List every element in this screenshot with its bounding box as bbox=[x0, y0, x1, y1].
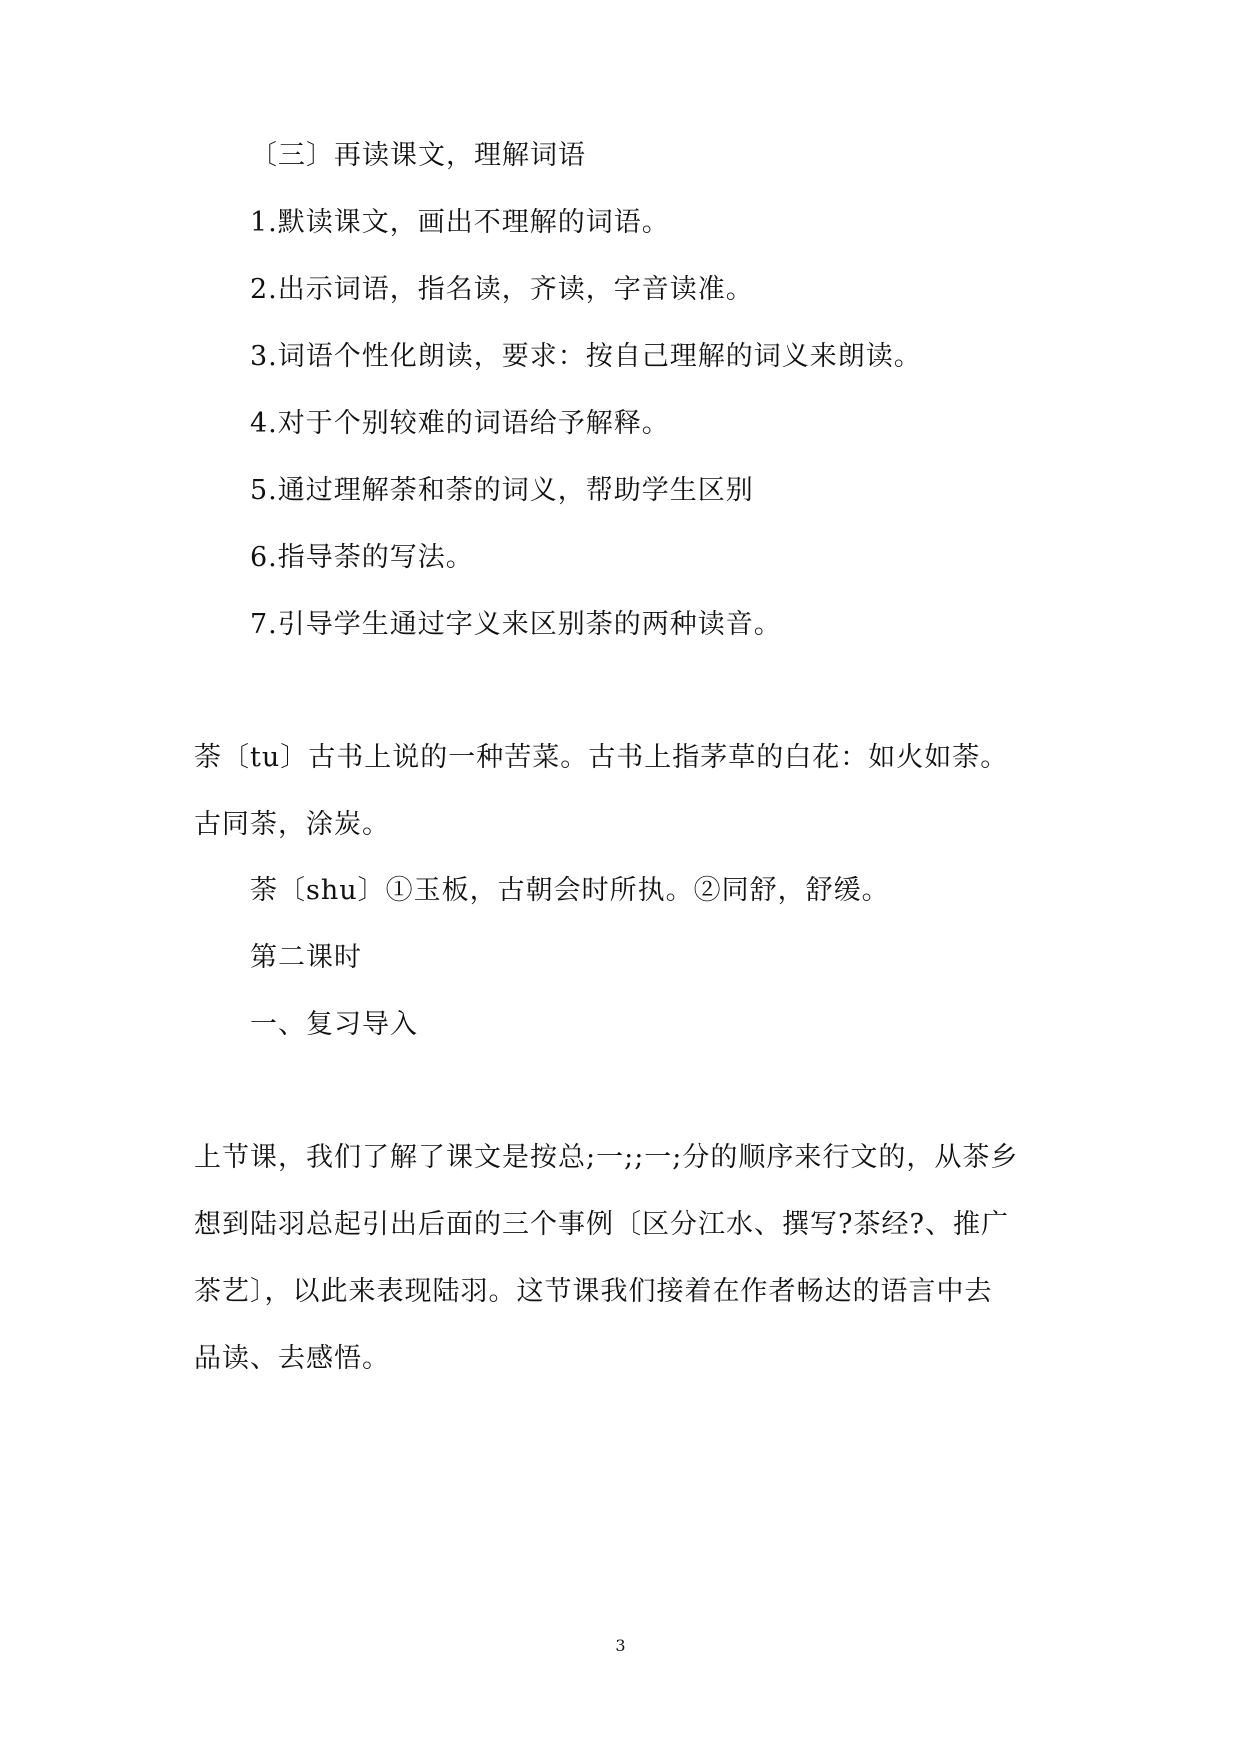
definition-shu: 荼〔shu〕①玉板，古朝会时所执。②同舒，舒缓。 bbox=[250, 875, 890, 906]
step-item-4: 4.对于个别较难的词语给予解释。 bbox=[250, 408, 670, 439]
page-number: 3 bbox=[615, 1636, 626, 1655]
definition-tu-line-2: 古同荼，涂炭。 bbox=[194, 809, 390, 840]
step-item-2: 2.出示词语，指名读，齐读，字音读准。 bbox=[250, 274, 754, 305]
section-heading: 〔三〕再读课文，理解词语 bbox=[250, 140, 586, 171]
part-heading: 一、复习导入 bbox=[250, 1009, 418, 1040]
review-paragraph-line-1: 上节课，我们了解了课文是按总;一;;一;分的顺序来行文的，从茶乡 bbox=[194, 1142, 1019, 1173]
step-item-5: 5.通过理解荼和荼的词义，帮助学生区别 bbox=[250, 475, 754, 506]
review-paragraph-line-2: 想到陆羽总起引出后面的三个事例〔区分江水、撰写?茶经?、推广 bbox=[194, 1209, 1009, 1240]
definition-tu-line-1: 荼〔tu〕古书上说的一种苦菜。古书上指茅草的白花：如火如荼。 bbox=[194, 742, 1009, 773]
step-item-6: 6.指导荼的写法。 bbox=[250, 542, 474, 573]
step-item-3: 3.词语个性化朗读，要求：按自己理解的词义来朗读。 bbox=[250, 341, 922, 372]
step-item-7: 7.引导学生通过字义来区别荼的两种读音。 bbox=[250, 609, 782, 640]
review-paragraph-line-3: 茶艺〕，以此来表现陆羽。这节课我们接着在作者畅达的语言中去 bbox=[194, 1276, 993, 1307]
lesson-heading: 第二课时 bbox=[250, 942, 362, 973]
step-item-1: 1.默读课文，画出不理解的词语。 bbox=[250, 207, 670, 238]
review-paragraph-line-4: 品读、去感悟。 bbox=[194, 1343, 390, 1374]
